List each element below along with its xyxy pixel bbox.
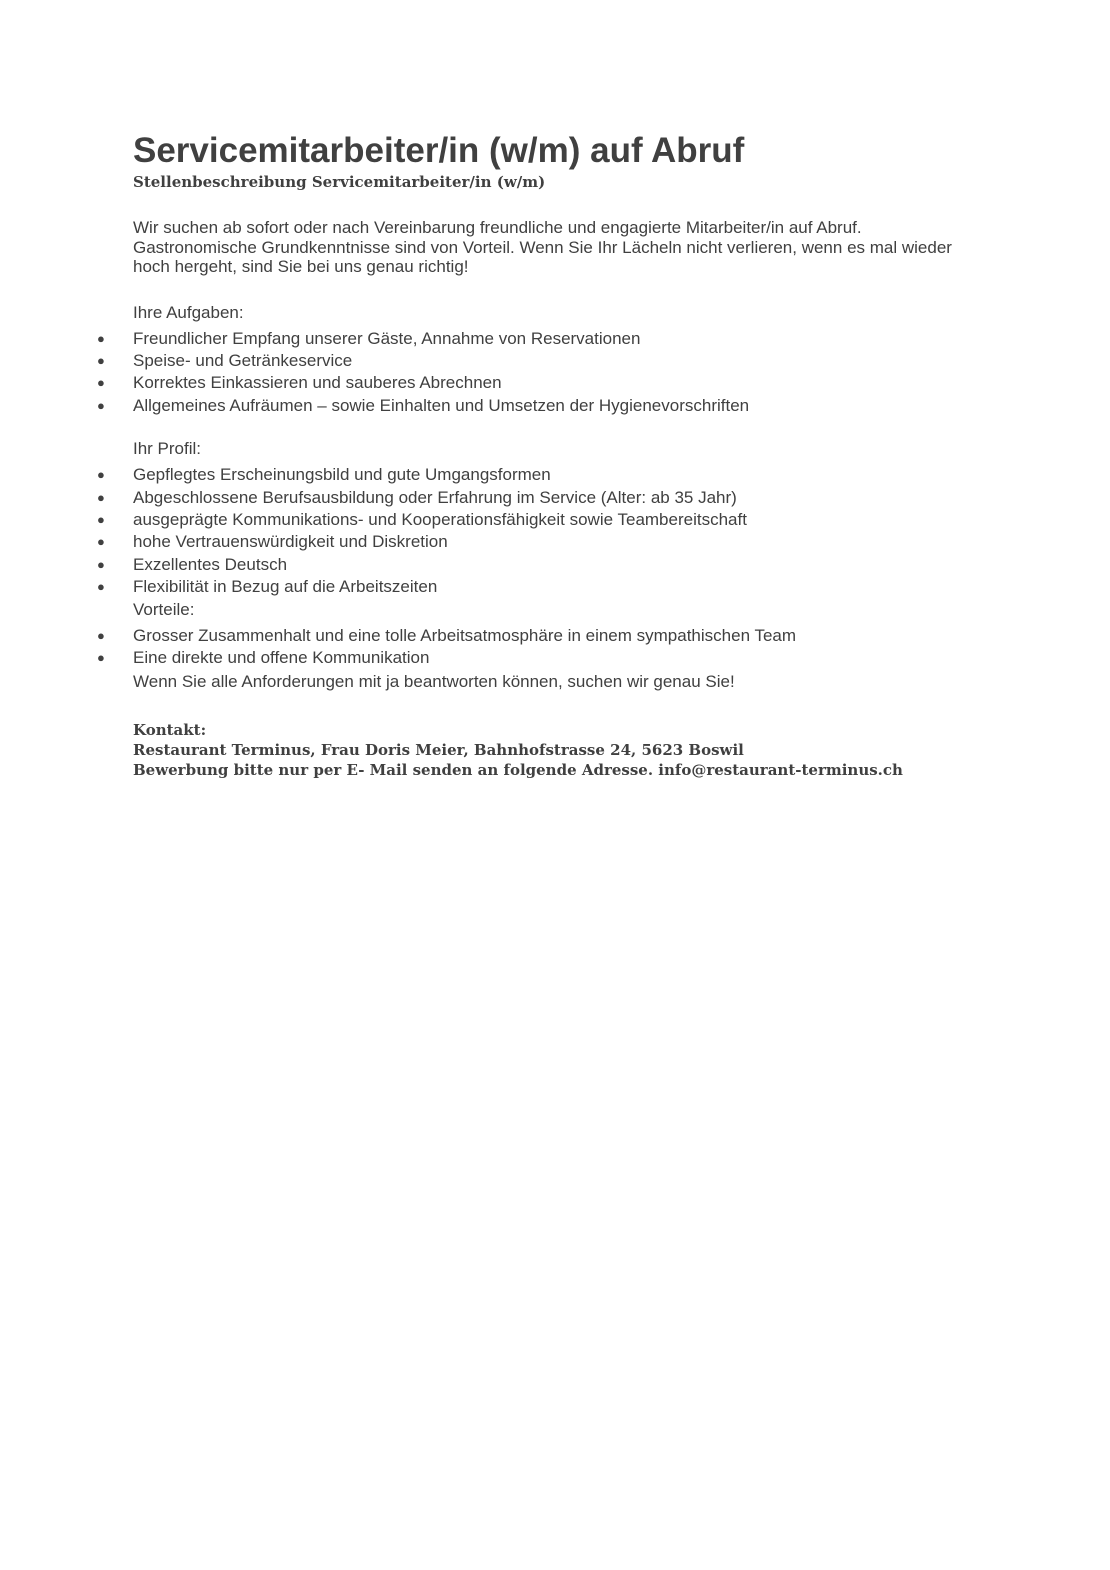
list-item — [97, 328, 963, 350]
contact-label: Kontakt: — [133, 721, 207, 740]
list-item-text: Eine direkte und offene Kommunikation — [133, 647, 430, 667]
page-subtitle: Stellenbeschreibung Servicemitarbeiter/in (w/m) — [133, 173, 546, 191]
intro-line: Wir suchen ab sofort oder nach Vereinbarung freundliche und engagierte Mitarbeiter/in auf Abruf. — [133, 218, 862, 237]
bullet-icon: ● — [97, 511, 105, 527]
list-item-text: Freundlicher Empfang unserer Gäste, Annahme von Reservationen — [133, 328, 641, 348]
intro-line: Gastronomische Grundkenntnisse sind von Vorteil. Wenn Sie Ihr Lächeln nicht verlieren, wenn es mal wieder — [133, 237, 952, 257]
page-title: Servicemitarbeiter/in (w/m) auf Abruf — [133, 131, 745, 170]
list-item-text: Allgemeines Aufräumen – sowie Einhalten und Umsetzen der Hygienevorschriften — [133, 395, 750, 415]
profile-list — [97, 464, 963, 598]
list-item-text: Grosser Zusammenhalt und eine tolle Arbeitsatmosphäre in einem sympathischen Team — [133, 625, 797, 645]
list-item — [97, 576, 963, 598]
intro-paragraph — [133, 218, 963, 277]
bullet-icon: ● — [97, 375, 105, 391]
benefits-heading: Vorteile: — [133, 599, 195, 619]
list-item — [97, 509, 963, 531]
profile-heading: Ihr Profil: — [133, 439, 202, 459]
list-item — [97, 554, 963, 576]
bullet-icon: ● — [97, 352, 105, 368]
bullet-icon: ● — [97, 489, 105, 505]
closing-sentence: Wenn Sie alle Anforderungen mit ja beantworten können, suchen wir genau Sie! — [133, 672, 735, 692]
contact-address: Restaurant Terminus, Frau Doris Meier, Bahnhofstrasse 24, 5623 Boswil — [133, 741, 744, 760]
bullet-icon: ● — [97, 467, 105, 483]
list-item-text: Speise- und Getränkeservice — [133, 350, 353, 370]
contact-email-line: Bewerbung bitte nur per E- Mail senden an folgende Adresse. info@restaurant-terminus.ch — [133, 761, 903, 780]
list-item-text: ausgeprägte Kommunikations- und Kooperationsfähigkeit sowie Teambereitschaft — [133, 509, 747, 529]
document-content — [97, 130, 963, 780]
bullet-icon: ● — [97, 534, 105, 550]
list-item — [97, 531, 963, 553]
list-item — [97, 625, 963, 647]
list-item — [97, 395, 963, 417]
list-item-text: Exzellentes Deutsch — [133, 554, 288, 574]
list-item-text: Flexibilität in Bezug auf die Arbeitszeiten — [133, 577, 438, 597]
benefits-list — [97, 625, 963, 670]
bullet-icon: ● — [97, 649, 105, 665]
list-item-text: hohe Vertrauenswürdigkeit und Diskretion — [133, 532, 448, 552]
list-item — [97, 464, 963, 486]
tasks-list — [97, 328, 963, 418]
bullet-icon: ● — [97, 627, 105, 643]
bullet-icon: ● — [97, 556, 105, 572]
bullet-icon: ● — [97, 579, 105, 595]
list-item-text: Gepflegtes Erscheinungsbild und gute Umgangsformen — [133, 465, 551, 485]
list-item — [97, 647, 963, 669]
intro-line: hoch hergeht, sind Sie bei uns genau richtig! — [133, 257, 469, 276]
bullet-icon: ● — [97, 330, 105, 346]
list-item-text: Korrektes Einkassieren und sauberes Abrechnen — [133, 373, 502, 393]
list-item — [97, 487, 963, 509]
tasks-heading: Ihre Aufgaben: — [133, 302, 244, 322]
bullet-icon: ● — [97, 397, 105, 413]
contact-block — [133, 720, 963, 780]
list-item-text: Abgeschlossene Berufsausbildung oder Erfahrung im Service (Alter: ab 35 Jahr) — [133, 487, 737, 507]
list-item — [97, 350, 963, 372]
list-item — [97, 372, 963, 394]
